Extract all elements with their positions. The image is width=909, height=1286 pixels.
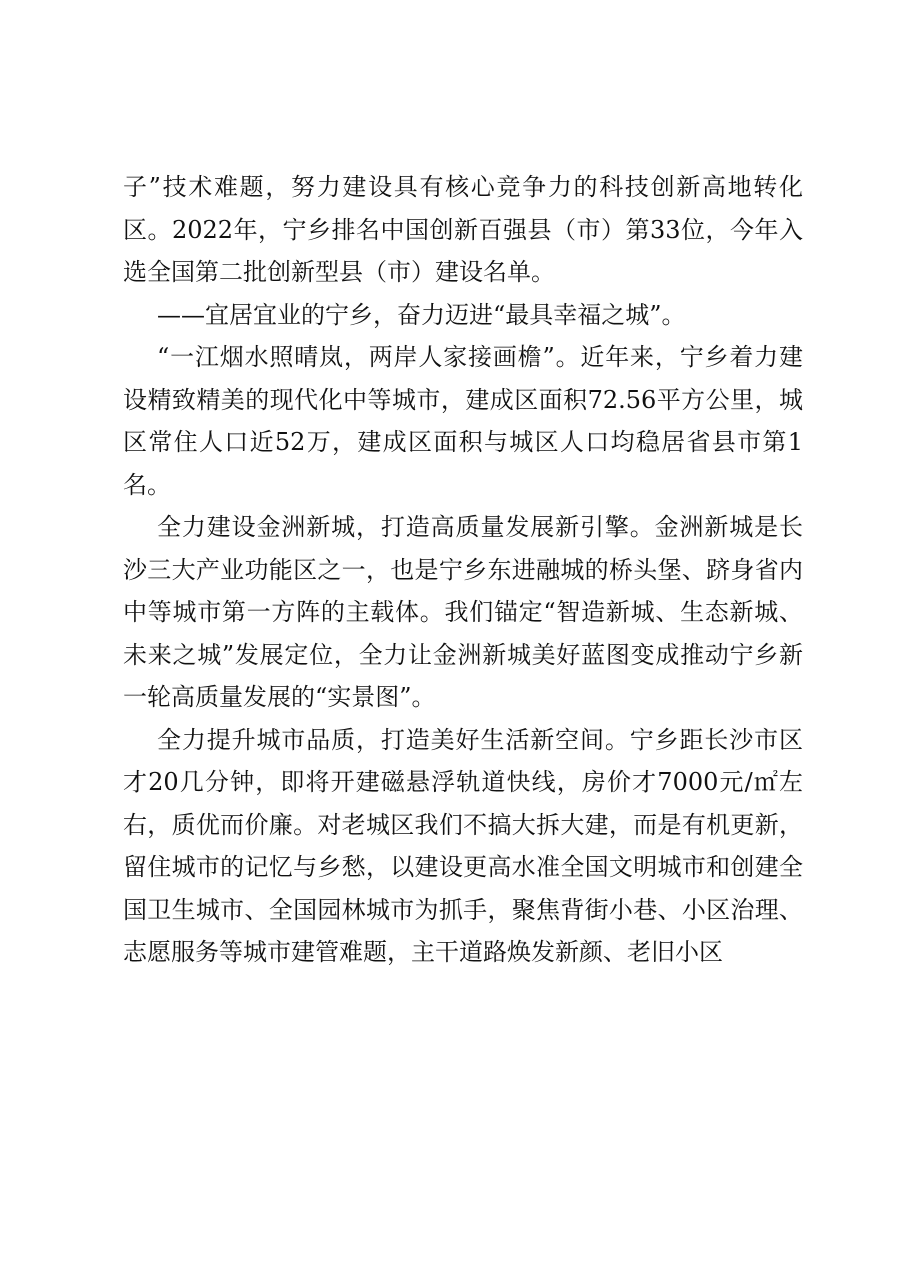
paragraph-2: ——宜居宜业的宁乡，奋力迈进“最具幸福之城”。 [157, 300, 686, 329]
document-body [123, 166, 803, 974]
paragraph-3: “一江烟水照晴岚，两岸人家接画檐”。近年来，宁乡着力建设精致精美的现代化中等城市，建成区面积72.56平方公里，城区常住人口近52万，建成区面积与城区人口均稳居省县市第1名。 [123, 343, 803, 499]
paragraph-1: 子”技术难题，努力建设具有核心竞争力的科技创新高地转化区。2022年，宁乡排名中国创新百强县（市）第33位，今年入选全国第二批创新型县（市）建设名单。 [123, 173, 803, 286]
paragraph-5: 全力提升城市品质，打造美好生活新空间。宁乡距长沙市区才20几分钟，即将开建磁悬浮轨道快线，房价才7000元/㎡左右，质优而价廉。对老城区我们不搞大拆大建，而是有机更新，留住城市的记忆与乡愁，以建设更高水准全国文明城市和创建全国卫生城市、全国园林城市为抓手，聚焦背街小巷、小区治理、志愿服务等城市建管难题，主干道路焕发新颜、老旧小区 [123, 725, 803, 966]
paragraph-4: 全力建设金洲新城，打造高质量发展新引擎。金洲新城是长沙三大产业功能区之一，也是宁乡东进融城的桥头堡、跻身省内中等城市第一方阵的主载体。我们锚定“智造新城、生态新城、未来之城”发展定位，全力让金洲新城美好蓝图变成推动宁乡新一轮高质量发展的“实景图”。 [123, 513, 803, 711]
